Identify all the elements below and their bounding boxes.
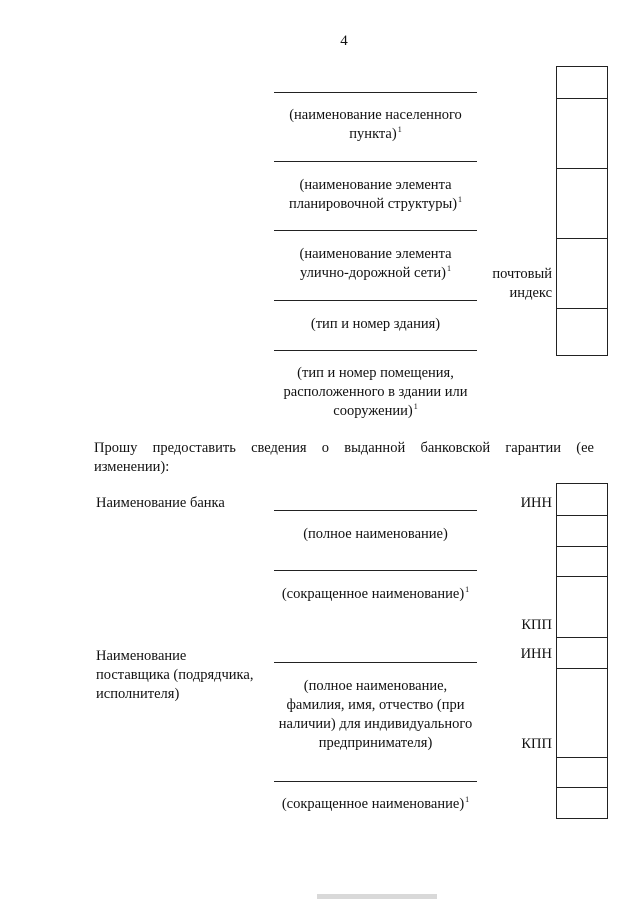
bank-full-name-caption: (полное наименование) [303, 526, 448, 542]
road-network-caption: (наименование элемента улично-дорожной сети)$^1$ [299, 246, 452, 282]
address-box-3[interactable] [556, 168, 608, 239]
supplier-short-name-line[interactable] [274, 781, 477, 782]
road-network-line[interactable] [274, 230, 477, 231]
supplier-box-4[interactable] [556, 787, 608, 819]
locality-line[interactable] [274, 92, 477, 93]
building-line[interactable] [274, 300, 477, 301]
supplier-inn-box[interactable] [556, 637, 608, 669]
supplier-full-name-line[interactable] [274, 662, 477, 663]
supplier-kpp-label: КПП [521, 736, 552, 752]
bank-short-name-line[interactable] [274, 570, 477, 571]
supplier-inn-label: ИНН [520, 646, 552, 662]
request-paragraph: Прошу предоставить сведения о выданной банковской гарантии (ее изменении): [94, 440, 594, 476]
bank-inn-box[interactable] [556, 483, 608, 516]
bank-label: Наименование банка [96, 495, 225, 511]
supplier-label: Наименование поставщика (подрядчика, исполнителя) [96, 648, 254, 703]
postal-index-box[interactable] [556, 238, 608, 309]
bank-box-3[interactable] [556, 546, 608, 577]
bank-short-name-caption: (сокращенное наименование)$^1$ [281, 585, 470, 602]
bank-kpp-label: КПП [521, 617, 552, 633]
bank-box-2[interactable] [556, 515, 608, 547]
supplier-short-name-caption: (сокращенное наименование)$^1$ [281, 795, 470, 812]
premises-caption: (тип и номер помещения, расположенного в здании или сооружении)$^1$ [283, 365, 468, 420]
premises-line[interactable] [274, 350, 477, 351]
address-box-2[interactable] [556, 98, 608, 169]
bank-inn-label: ИНН [520, 495, 552, 511]
planning-structure-caption: (наименование элемента планировочной структуры)$^1$ [288, 177, 463, 213]
building-box[interactable] [556, 308, 608, 356]
bank-kpp-box[interactable] [556, 576, 608, 638]
supplier-box-2[interactable] [556, 668, 608, 758]
bank-full-name-line[interactable] [274, 510, 477, 511]
locality-caption: (наименование населенного пункта)$^1$ [289, 107, 462, 143]
building-caption: (тип и номер здания) [310, 316, 441, 332]
planning-structure-line[interactable] [274, 161, 477, 162]
address-box-1[interactable] [556, 66, 608, 99]
supplier-full-name-caption: (полное наименование, фамилия, имя, отчество (при наличии) для индивидуального предпринимателя) [278, 678, 473, 752]
supplier-kpp-box[interactable] [556, 757, 608, 788]
postal-index-label: почтовый индекс [492, 266, 552, 302]
page-number: 4 [340, 33, 348, 49]
scan-edge-mark [317, 894, 437, 899]
